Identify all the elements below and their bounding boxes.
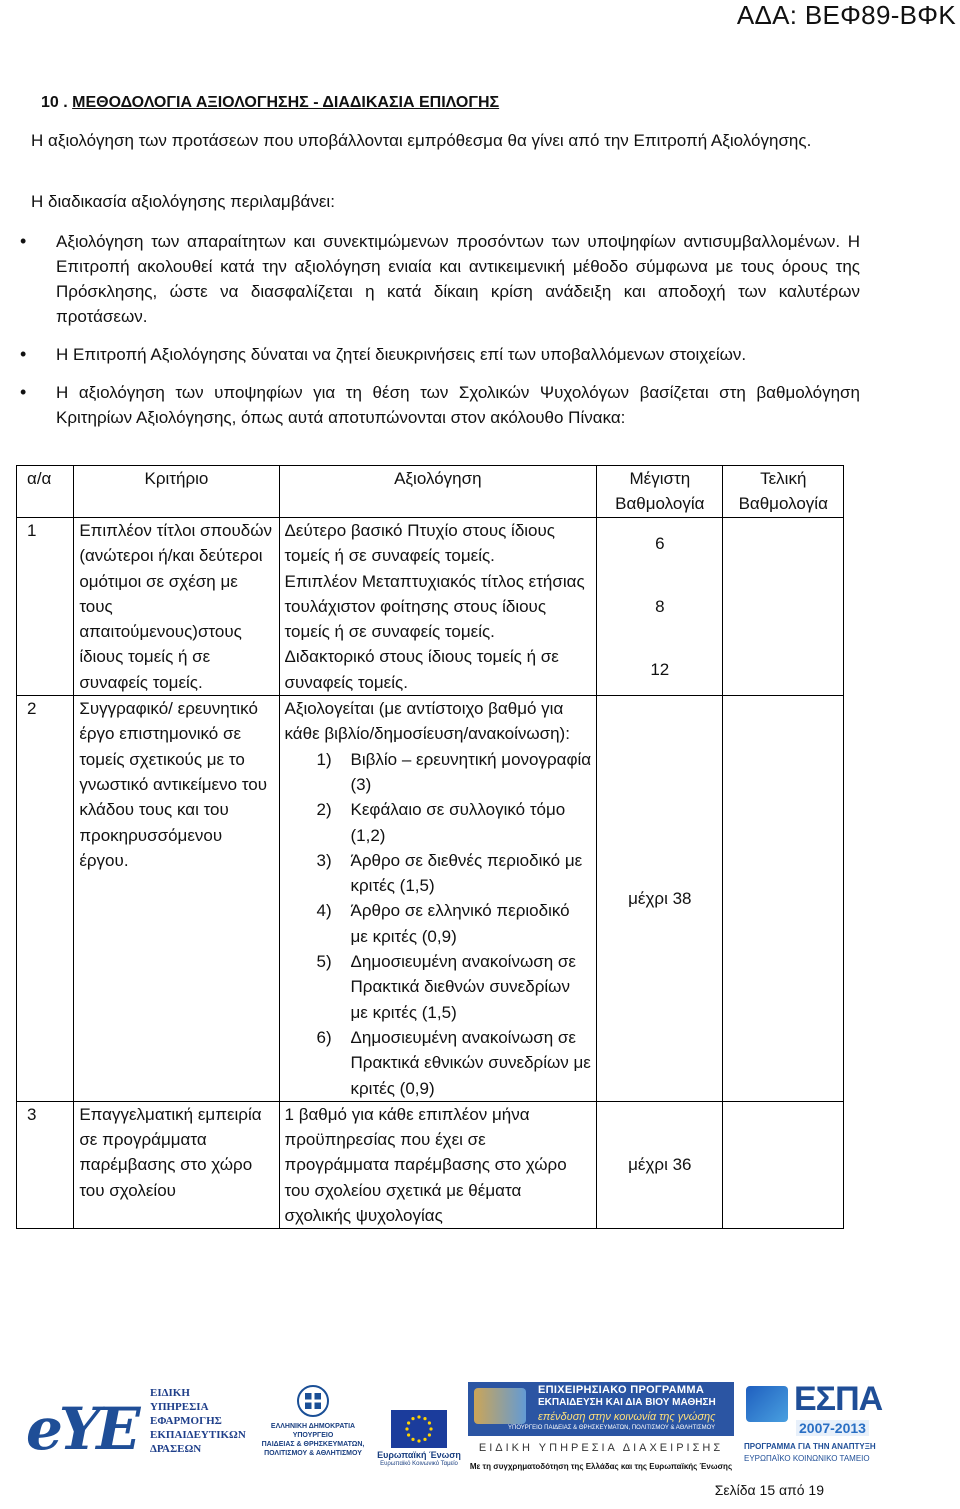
list-item: 5) Δημοσιευμένη ανακοίνωση σε Πρακτικά διεθνών συνεδρίων με κριτές (1,5) bbox=[316, 952, 576, 1022]
criterion-cell: Επαγγελματική εμπειρία σε προγράμματα παρέμβασης στο χώρο του σχολείου bbox=[74, 1101, 279, 1228]
evaluation-cell: Διδακτορικό στους ίδιους τομείς ή σε συναφείς τομείς. bbox=[279, 644, 597, 695]
bullet-text: Η αξιολόγηση των υποψηφίων για τη θέση των Σχολικών Ψυχολόγων βασίζεται στη βαθμολόγηση Κριτηρίων Αξιολόγησης, όπως αυτά αποτυπώνονται στον ακόλουθο Πίνακα: bbox=[56, 383, 860, 427]
section-number: 10 bbox=[41, 94, 59, 111]
max-score-cell: μέχρι 38 bbox=[597, 696, 723, 1102]
eye-logo bbox=[26, 1382, 258, 1472]
header-evaluation: Αξιολόγηση bbox=[279, 466, 597, 518]
row-number: 2 bbox=[17, 696, 74, 1102]
bullet-icon: • bbox=[20, 382, 27, 402]
evaluation-cell: Δεύτερο βασικό Πτυχίο στους ίδιους τομείς ή σε συναφείς τομείς. bbox=[279, 518, 597, 569]
page-number: Σελίδα 15 από 19 bbox=[714, 1482, 824, 1498]
section-title: ΜΕΘΟΔΟΛΟΓΙΑ ΑΞΙΟΛΟΓΗΣΗΣ - ΔΙΑΔΙΚΑΣΙΑ ΕΠΙΛΟΓΗΣ bbox=[72, 94, 500, 111]
evaluation-cell bbox=[279, 696, 597, 1102]
table-header-row bbox=[17, 466, 844, 518]
final-score-cell bbox=[723, 696, 844, 1102]
espa-fund: ΕΥΡΩΠΑΪΚΟ ΚΟΙΝΩΝΙΚΟ ΤΑΜΕΙΟ bbox=[744, 1454, 870, 1463]
criterion-cell: Επιπλέον τίτλοι σπουδών (ανώτεροι ή/και δεύτεροι ομότιμοι σε σχέση με τους απαιτούμενους)στους ίδιους τομείς ή σε συναφείς τομείς. bbox=[74, 518, 279, 696]
bullet-icon: • bbox=[20, 231, 27, 251]
cofinance-note: Με τη συγχρηματοδότηση της Ελλάδας και της Ευρωπαϊκής Ένωσης bbox=[469, 1462, 733, 1471]
list-item: 3) Άρθρο σε διεθνές περιοδικό με κριτές (1,5) bbox=[316, 850, 583, 896]
header-aa: α/α bbox=[17, 466, 74, 518]
program-title-2: ΕΚΠΑΙΔΕΥΣΗ ΚΑΙ ΔΙΑ ΒΙΟΥ ΜΑΘΗΣΗ bbox=[538, 1397, 716, 1408]
program-title: ΕΠΙΧΕΙΡΗΣΙΑΚΟ ΠΡΟΓΡΑΜΜΑ bbox=[538, 1384, 705, 1396]
table-row bbox=[17, 1101, 844, 1228]
criteria-table bbox=[16, 465, 844, 1229]
max-score-cell: 12 bbox=[597, 644, 723, 695]
criterion-cell: Συγγραφικό/ ερευνητικό έργο επιστημονικό σε τομείς σχετικούς με το γνωστικό αντικείμενο του κλάδου τους και του προκηρυσσόμενου έργου. bbox=[74, 696, 279, 1102]
row-number: 3 bbox=[17, 1101, 74, 1228]
espa-title: ΕΣΠΑ bbox=[794, 1380, 883, 1418]
program-slogan: επένδυση στην κοινωνία της γνώσης bbox=[538, 1411, 716, 1423]
bullet-item bbox=[20, 342, 860, 367]
bullet-item bbox=[20, 229, 860, 329]
ministry-logo: ΕΛΛΗΝΙΚΗ ΔΗΜΟΚΡΑΤΙΑ ΥΠΟΥΡΓΕΙΟ ΠΑΙΔΕΙΑΣ & ΘΡΗΣΚΕΥΜΑΤΩΝ, ΠΟΛΙΤΙΣΜΟΥ & ΑΘΛΗΤΙΣΜΟΥ bbox=[258, 1384, 368, 1480]
eye-logo-text: ΕΙΔΙΚΗ ΥΠΗΡΕΣΙΑ ΕΦΑΡΜΟΓΗΣ ΕΚΠΑΙΔΕΥΤΙΚΩΝ ΔΡΑΣΕΩΝ bbox=[150, 1387, 246, 1455]
header-max: Μέγιστη Βαθμολογία bbox=[597, 466, 723, 518]
table-row bbox=[17, 518, 844, 569]
bullet-text: Η Επιτροπή Αξιολόγησης δύναται να ζητεί διευκρινήσεις επί των υποβαλλόμενων στοιχείων. bbox=[56, 345, 747, 364]
header-final: Τελική Βαθμολογία bbox=[723, 466, 844, 518]
final-score-cell bbox=[723, 1101, 844, 1228]
table-row bbox=[17, 696, 844, 1102]
evaluation-intro: Αξιολογείται (με αντίστοιχο βαθμό για κάθε βιβλίο/δημοσίευση/ανακοίνωση): bbox=[284, 699, 570, 744]
max-score-cell: 6 bbox=[597, 518, 723, 569]
section-heading: 10 . ΜΕΘΟΔΟΛΟΓΙΑ ΑΞΙΟΛΟΓΗΣΗΣ - ΔΙΑΔΙΚΑΣΙΑ ΕΠΙΛΟΓΗΣ bbox=[41, 94, 500, 111]
bullet-text: Αξιολόγηση των απαραίτητων και συνεκτιμώμενων προσόντων των υποψηφίων αντισυμβαλλομένων. Η Επιτροπή ακολουθεί κατά την αξιολόγηση ενιαία και αντικειμενική μέθοδο σύμφωνα με τους όρους της Πρόσκλησης, ώστε να διασφαλίζεται η κατά δίκαιη κρίση ανάδειξη και αποδοχή των καλυτέρων προτάσεων. bbox=[56, 232, 860, 326]
eu-logo: Ευρωπαϊκή Ένωση Ευρωπαϊκό Κοινωνικό Ταμείο bbox=[370, 1410, 468, 1480]
list-item: 2) Κεφάλαιο σε συλλογικό τόμο (1,2) bbox=[316, 800, 566, 845]
ada-code: ΑΔΑ: ΒΕΦ89-ΒΦΚ bbox=[736, 0, 956, 30]
final-score-cell bbox=[723, 518, 844, 696]
evaluation-cell: Επιπλέον Μεταπτυχιακός τίτλος ετήσιας τουλάχιστον φοίτησης στους ίδιους τομείς ή σε συναφείς τομείς. bbox=[279, 569, 597, 645]
espa-logo bbox=[736, 1382, 960, 1482]
row-number: 1 bbox=[17, 518, 74, 696]
bullet-icon: • bbox=[20, 344, 27, 364]
bullet-item bbox=[20, 380, 860, 430]
managing-authority: ΕΙΔΙΚΗ ΥΠΗΡΕΣΙΑ ΔΙΑΧΕΙΡΙΣΗΣ bbox=[478, 1442, 724, 1454]
list-item: 1) Βιβλίο – ερευνητική μονογραφία (3) bbox=[316, 749, 592, 794]
evaluation-cell: 1 βαθμό για κάθε επιπλέον μήνα προϋπηρεσίας που έχει σε προγράμματα παρέμβασης στο χώρο του σχολείου σχετικά με θέματα σχολικής ψυχολογίας bbox=[279, 1101, 597, 1228]
eye-logo-mark: eYE bbox=[26, 1395, 137, 1463]
list-item: 4) Άρθρο σε ελληνικό περιοδικό με κριτές (0,9) bbox=[316, 901, 570, 946]
program-banner bbox=[468, 1382, 734, 1482]
greek-emblem-icon bbox=[296, 1384, 330, 1418]
list-item: 6) Δημοσιευμένη ανακοίνωση σε Πρακτικά εθνικών συνεδρίων με κριτές (0,9) bbox=[316, 1027, 591, 1098]
espa-sub: ΠΡΟΓΡΑΜΜΑ ΓΙΑ ΤΗΝ ΑΝΑΠΤΥΞΗ bbox=[744, 1442, 876, 1451]
program-subtitle: ΥΠΟΥΡΓΕΙΟ ΠΑΙΔΕΙΑΣ & ΘΡΗΣΚΕΥΜΑΤΩΝ, ΠΟΛΙΤΙΣΜΟΥ & ΑΘΛΗΤΙΣΜΟΥ bbox=[508, 1425, 716, 1431]
max-score-cell: 8 bbox=[597, 569, 723, 645]
evaluation-list bbox=[285, 747, 592, 1101]
eu-flag-icon bbox=[391, 1410, 447, 1448]
intro-paragraph-1: Η αξιολόγηση των προτάσεων που υποβάλλονται εμπρόθεσμα θα γίνει από την Επιτροπή Αξιολόγησης. bbox=[31, 131, 812, 150]
header-criterion: Κριτήριο bbox=[74, 466, 279, 518]
max-score-cell: μέχρι 36 bbox=[597, 1101, 723, 1228]
espa-years: 2007-2013 bbox=[796, 1420, 869, 1436]
footer-logos bbox=[0, 1382, 960, 1482]
intro-paragraph-2: Η διαδικασία αξιολόγησης περιλαμβάνει: bbox=[31, 192, 335, 211]
